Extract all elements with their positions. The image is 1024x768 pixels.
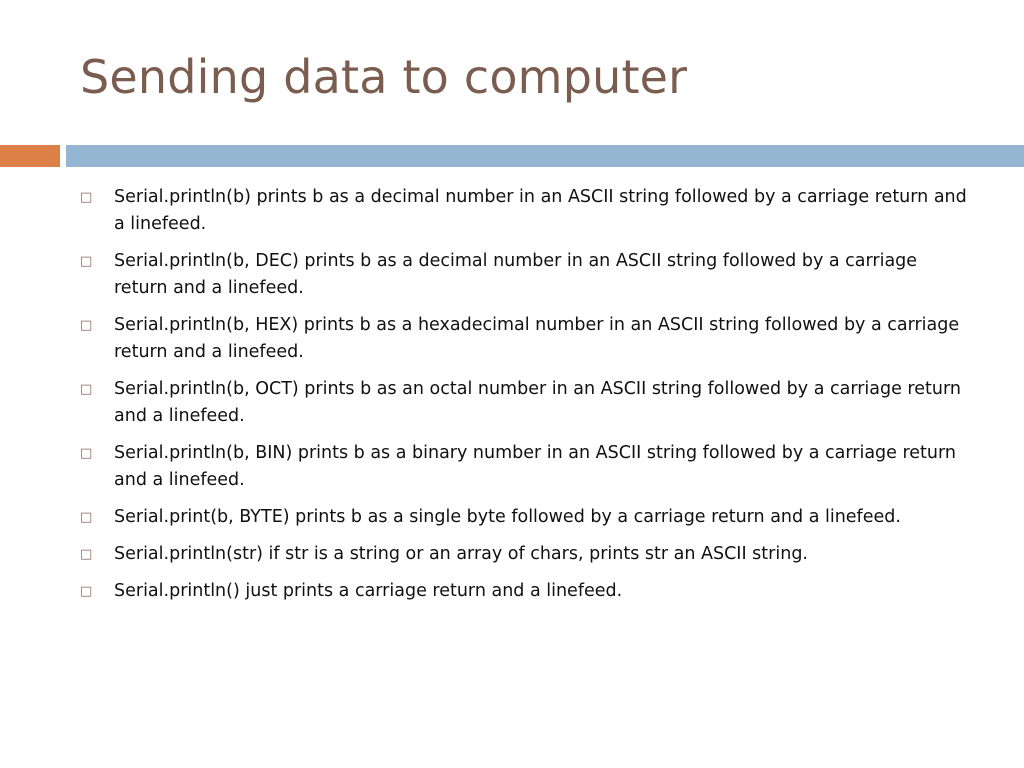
bullet-item [80, 248, 970, 302]
bullet-text: Serial.println(b, BIN) prints b as a binary number in an ASCII string followed by a carriage return and a linefeed. [114, 443, 956, 490]
bullet-list [80, 184, 970, 615]
square-bullet-icon: □ [80, 318, 93, 333]
title-accent-band-left [0, 145, 60, 167]
square-bullet-icon: □ [80, 446, 93, 461]
bullet-text: Serial.println() just prints a carriage return and a linefeed. [114, 581, 623, 601]
bullet-item [80, 541, 970, 568]
bullet-text: Serial.println(b) prints b as a decimal number in an ASCII string followed by a carriage return and a linefeed. [114, 187, 967, 234]
square-bullet-icon: □ [80, 547, 93, 562]
bullet-item [80, 578, 970, 605]
bullet-item [80, 312, 970, 366]
bullet-text: Serial.println(str) if str is a string or an array of chars, prints str an ASCII string. [114, 544, 808, 564]
square-bullet-icon: □ [80, 382, 93, 397]
square-bullet-icon: □ [80, 510, 93, 525]
square-bullet-icon: □ [80, 584, 93, 599]
bullet-item [80, 504, 970, 531]
title-accent-band-right [66, 145, 1024, 167]
bullet-text: Serial.print(b, BYTE) prints b as a single byte followed by a carriage return and a linefeed. [114, 507, 901, 527]
bullet-item [80, 376, 970, 430]
square-bullet-icon: □ [80, 254, 93, 269]
bullet-text: Serial.println(b, OCT) prints b as an octal number in an ASCII string followed by a carriage return and a linefeed. [114, 379, 961, 426]
square-bullet-icon: □ [80, 190, 93, 205]
bullet-item [80, 184, 970, 238]
bullet-item [80, 440, 970, 494]
bullet-text: Serial.println(b, DEC) prints b as a decimal number in an ASCII string followed by a carriage return and a linefeed. [114, 251, 918, 298]
slide-title: Sending data to computer [80, 50, 688, 104]
bullet-text: Serial.println(b, HEX) prints b as a hexadecimal number in an ASCII string followed by a carriage return and a linefeed. [114, 315, 960, 362]
